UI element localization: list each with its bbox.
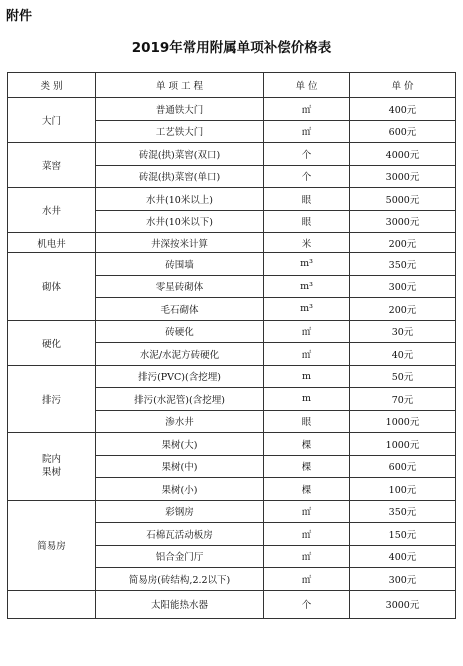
item-cell: 彩钢房 bbox=[96, 500, 264, 523]
item-cell: 砖围墙 bbox=[96, 253, 264, 276]
item-cell: 普通铁大门 bbox=[96, 98, 264, 121]
col-header-item: 单 项 工 程 bbox=[96, 73, 264, 98]
unit-cell: ㎡ bbox=[264, 523, 350, 546]
table-row bbox=[8, 500, 456, 523]
price-cell: 3000元 bbox=[350, 210, 456, 233]
item-cell: 排污(PVC)(含挖埋) bbox=[96, 365, 264, 388]
item-cell: 太阳能热水器 bbox=[96, 590, 264, 618]
col-header-price: 单 价 bbox=[350, 73, 456, 98]
price-cell: 1000元 bbox=[350, 433, 456, 456]
price-cell: 200元 bbox=[350, 298, 456, 321]
category-cell bbox=[8, 433, 96, 501]
category-cell: 硬化 bbox=[8, 320, 96, 365]
table-header-row bbox=[8, 73, 456, 98]
item-cell: 果树(中) bbox=[96, 455, 264, 478]
unit-cell: m³ bbox=[264, 253, 350, 276]
table-row bbox=[8, 253, 456, 276]
price-cell: 150元 bbox=[350, 523, 456, 546]
item-cell: 砖混(拱)菜窖(单口) bbox=[96, 165, 264, 188]
table-row bbox=[8, 233, 456, 253]
unit-cell: 棵 bbox=[264, 455, 350, 478]
unit-cell: ㎡ bbox=[264, 568, 350, 591]
unit-cell: 眼 bbox=[264, 188, 350, 211]
unit-cell: ㎡ bbox=[264, 320, 350, 343]
item-cell: 井深按米计算 bbox=[96, 233, 264, 253]
price-cell: 4000元 bbox=[350, 143, 456, 166]
table-row bbox=[8, 433, 456, 456]
category-cell: 砌体 bbox=[8, 253, 96, 321]
price-cell: 200元 bbox=[350, 233, 456, 253]
item-cell: 工艺铁大门 bbox=[96, 120, 264, 143]
item-cell: 毛石砌体 bbox=[96, 298, 264, 321]
unit-cell: m³ bbox=[264, 275, 350, 298]
category-cell bbox=[8, 590, 96, 618]
price-cell: 400元 bbox=[350, 98, 456, 121]
table-row bbox=[8, 143, 456, 166]
table-row bbox=[8, 98, 456, 121]
item-cell: 渗水井 bbox=[96, 410, 264, 433]
price-cell: 40元 bbox=[350, 343, 456, 366]
item-cell: 石棉瓦活动板房 bbox=[96, 523, 264, 546]
item-cell: 水泥/水泥方砖硬化 bbox=[96, 343, 264, 366]
category-cell: 排污 bbox=[8, 365, 96, 433]
item-cell: 水井(10米以上) bbox=[96, 188, 264, 211]
unit-cell: ㎡ bbox=[264, 500, 350, 523]
unit-cell: ㎡ bbox=[264, 120, 350, 143]
item-cell: 简易房(砖结构,2.2以下) bbox=[96, 568, 264, 591]
price-cell: 100元 bbox=[350, 478, 456, 501]
category-cell: 机电井 bbox=[8, 233, 96, 253]
item-cell: 水井(10米以下) bbox=[96, 210, 264, 233]
price-cell: 300元 bbox=[350, 275, 456, 298]
category-line: 果树 bbox=[41, 467, 61, 479]
price-cell: 3000元 bbox=[350, 590, 456, 618]
price-cell: 300元 bbox=[350, 568, 456, 591]
price-cell: 1000元 bbox=[350, 410, 456, 433]
price-cell: 350元 bbox=[350, 500, 456, 523]
price-cell: 600元 bbox=[350, 120, 456, 143]
category-cell: 水井 bbox=[8, 188, 96, 233]
attachment-heading: 附件 bbox=[6, 9, 33, 24]
unit-cell: ㎡ bbox=[264, 545, 350, 568]
price-cell: 5000元 bbox=[350, 188, 456, 211]
item-cell: 果树(小) bbox=[96, 478, 264, 501]
page-title: 2019年常用附属单项补偿价格表 bbox=[131, 40, 332, 56]
unit-cell: 个 bbox=[264, 590, 350, 618]
item-cell: 果树(大) bbox=[96, 433, 264, 456]
price-table bbox=[7, 72, 456, 619]
price-cell: 70元 bbox=[350, 388, 456, 411]
unit-cell: 个 bbox=[264, 165, 350, 188]
unit-cell: ㎡ bbox=[264, 98, 350, 121]
price-cell: 50元 bbox=[350, 365, 456, 388]
category-cell: 简易房 bbox=[8, 500, 96, 590]
category-cell: 菜窖 bbox=[8, 143, 96, 188]
unit-cell: ㎡ bbox=[264, 343, 350, 366]
unit-cell: m bbox=[264, 388, 350, 411]
table-row bbox=[8, 590, 456, 618]
col-header-unit: 单 位 bbox=[264, 73, 350, 98]
unit-cell: 棵 bbox=[264, 478, 350, 501]
unit-cell: 米 bbox=[264, 233, 350, 253]
unit-cell: m bbox=[264, 365, 350, 388]
price-cell: 400元 bbox=[350, 545, 456, 568]
unit-cell: 棵 bbox=[264, 433, 350, 456]
item-cell: 排污(水泥管)(含挖埋) bbox=[96, 388, 264, 411]
item-cell: 零星砖砌体 bbox=[96, 275, 264, 298]
category-cell: 大门 bbox=[8, 98, 96, 143]
unit-cell: m³ bbox=[264, 298, 350, 321]
category-line: 院内 bbox=[41, 454, 61, 466]
col-header-category: 类 别 bbox=[8, 73, 96, 98]
unit-cell: 眼 bbox=[264, 410, 350, 433]
item-cell: 砖混(拱)菜窖(双口) bbox=[96, 143, 264, 166]
price-cell: 600元 bbox=[350, 455, 456, 478]
price-cell: 350元 bbox=[350, 253, 456, 276]
table-row bbox=[8, 320, 456, 343]
unit-cell: 个 bbox=[264, 143, 350, 166]
price-cell: 30元 bbox=[350, 320, 456, 343]
item-cell: 铝合金门厅 bbox=[96, 545, 264, 568]
item-cell: 砖硬化 bbox=[96, 320, 264, 343]
table-row bbox=[8, 188, 456, 211]
price-cell: 3000元 bbox=[350, 165, 456, 188]
unit-cell: 眼 bbox=[264, 210, 350, 233]
table-row bbox=[8, 365, 456, 388]
